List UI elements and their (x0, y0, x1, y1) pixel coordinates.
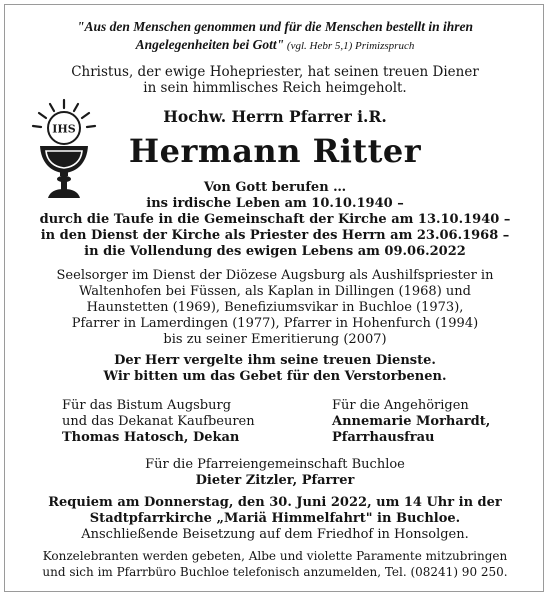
primiz-quote-line-1: "Aus den Menschen genommen und für die Menschen bestellt in ihren (76, 19, 474, 34)
requiem-line-1: Requiem am Donnerstag, den 30. Juni 2022, um 14 Uhr in der (48, 495, 502, 510)
career-line-3: Haunstetten (1969), Benefiziumsvikar in Buchloe (1973), (86, 300, 464, 315)
burial-line: Anschließende Beisetzung auf dem Friedhof in Honsolgen. (81, 527, 469, 542)
signer-parish-line-1: Für die Pfarreiengemeinschaft Buchloe (145, 457, 405, 472)
calling-line-1: Von Gott berufen … (203, 180, 347, 195)
career-line-2: Waltenhofen bei Füssen, als Kaplan in Dillingen (1968) und (79, 284, 471, 299)
career-line-5: bis zu seiner Emeritierung (2007) (163, 332, 387, 347)
calling-line-2: ins irdische Leben am 10.10.1940 – (146, 196, 404, 211)
calling-line-3: durch die Taufe in die Gemeinschaft der Kirche am 13.10.1940 – (39, 212, 511, 227)
primiz-quote-text: Angelegenheiten bei Gott" (135, 37, 285, 52)
signer-right-name: Annemarie Morhardt, (332, 414, 491, 429)
signer-right-line-1: Für die Angehörigen (332, 398, 469, 413)
blessing-line-1: Der Herr vergelte ihm seine treuen Dienste. (114, 353, 436, 368)
signer-left-line-2: und das Dekanat Kaufbeuren (62, 414, 255, 429)
signer-parish-name: Dieter Zitzler, Pfarrer (195, 473, 355, 488)
deceased-title: Hochw. Herrn Pfarrer i.R. (163, 107, 387, 126)
intro-line-2: in sein himmlisches Reich heimgeholt. (143, 80, 407, 96)
signer-right-role: Pfarrhausfrau (332, 430, 435, 445)
requiem-line-2: Stadtpfarrkirche „Mariä Himmelfahrt" in Buchloe. (89, 511, 461, 526)
footer-line-1: Konzelebranten werden gebeten, Albe und violette Paramente mitzubringen (42, 549, 508, 563)
calling-line-5: in die Vollendung des ewigen Lebens am 09.06.2022 (84, 244, 466, 259)
signer-left-line-1: Für das Bistum Augsburg (62, 398, 232, 413)
footer-line-2: und sich im Pfarrbüro Buchloe telefonisch anzumelden, Tel. (08241) 90 250. (42, 565, 508, 579)
intro-line-1: Christus, der ewige Hohepriester, hat seinen treuen Diener (71, 64, 479, 80)
primiz-quote-reference: (vgl. Hebr 5,1) Primizspruch (284, 40, 415, 52)
signer-left-name: Thomas Hatosch, Dekan (62, 430, 240, 445)
blessing-line-2: Wir bitten um das Gebet für den Verstorbenen. (103, 369, 447, 384)
deceased-name: Hermann Ritter (128, 132, 422, 170)
calling-line-4: in den Dienst der Kirche als Priester des Herrn am 23.06.1968 – (40, 228, 510, 243)
career-line-1: Seelsorger im Dienst der Diözese Augsburg als Aushilfspriester in (56, 268, 494, 283)
emblem-monogram: IHS (52, 122, 76, 136)
primiz-quote-line-2 (0, 36, 550, 55)
career-line-4: Pfarrer in Lamerdingen (1977), Pfarrer in Hohenfurch (1994) (71, 316, 479, 331)
